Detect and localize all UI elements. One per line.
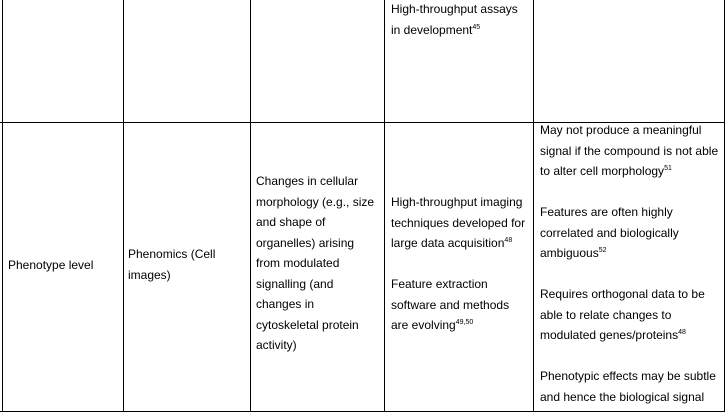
- reference-superscript: 52: [598, 247, 607, 254]
- text-line: software and methods: [391, 297, 510, 312]
- text-line: and hence the biological signal: [540, 389, 705, 404]
- text-line: Feature extraction: [391, 277, 488, 291]
- reference-superscript: 45: [472, 23, 481, 31]
- text-line: Requires orthogonal data to be: [540, 287, 705, 301]
- text-line: and shape of: [256, 215, 326, 229]
- text-line: correlated and biologically: [540, 225, 679, 240]
- text-line: changes in: [256, 297, 315, 311]
- text-line: modulated genes/proteins: [540, 328, 679, 342]
- column-divider-4: [533, 0, 534, 412]
- text-line: from modulated: [256, 256, 340, 270]
- text-line: High-throughput imaging: [391, 195, 523, 209]
- text-line: able to relate changes to: [540, 307, 672, 322]
- omics-type-cell: [128, 244, 246, 285]
- text-line: are evolving: [391, 318, 456, 332]
- text-line: cytoskeletal protein: [256, 317, 359, 332]
- limitation-paragraph: [540, 202, 724, 264]
- text-line: Features are often highly: [540, 205, 673, 219]
- text-line: signal if the compound is not able: [540, 143, 719, 158]
- column-divider-1: [123, 0, 124, 412]
- column-divider-3: [384, 0, 385, 412]
- text-line: morphology (e.g., size: [256, 194, 375, 209]
- table-border-left: [2, 0, 3, 412]
- limitation-paragraph: [540, 284, 724, 346]
- advantage-paragraph: [391, 192, 531, 254]
- limitation-paragraph: [540, 120, 724, 182]
- advantage-paragraph: [391, 274, 531, 336]
- text-line: Phenotypic effects may be subtle: [540, 369, 716, 383]
- reference-superscript: 51: [664, 165, 672, 172]
- text-line: May not produce a meaningful: [540, 123, 702, 137]
- advantages-cell: [391, 192, 531, 336]
- reference-superscript: 48: [504, 237, 513, 244]
- column-divider-2: [250, 0, 251, 412]
- reference-superscript: 49,50: [455, 319, 474, 326]
- limitations-cell: [540, 120, 724, 407]
- limitation-paragraph: [540, 366, 724, 407]
- text-line: ambiguous: [540, 246, 599, 260]
- table-border-right: [724, 0, 725, 412]
- top-row-advantages-text: [391, 0, 529, 40]
- text-line: techniques developed for: [391, 215, 526, 230]
- text-line: organelles) arising: [256, 235, 355, 250]
- phenotype-level-label: Phenotype level: [8, 258, 94, 272]
- text-line: signalling (and: [256, 276, 334, 291]
- text-line: large data acquisition: [391, 236, 505, 250]
- text-line: images): [128, 267, 171, 282]
- reference-superscript: 48: [678, 329, 686, 336]
- text-line: in development: [391, 22, 473, 37]
- text-line: to alter cell morphology: [540, 164, 665, 178]
- text-line: Changes in cellular: [256, 174, 359, 188]
- readout-cell: [256, 171, 382, 356]
- text-line: High-throughput assays: [391, 2, 518, 16]
- text-line: activity): [256, 338, 297, 352]
- text-line: Phenomics (Cell: [128, 247, 216, 261]
- phenotype-level-cell: [8, 255, 120, 276]
- top-row-advantages-cell: [391, 0, 529, 40]
- table-border-bottom: [0, 411, 725, 412]
